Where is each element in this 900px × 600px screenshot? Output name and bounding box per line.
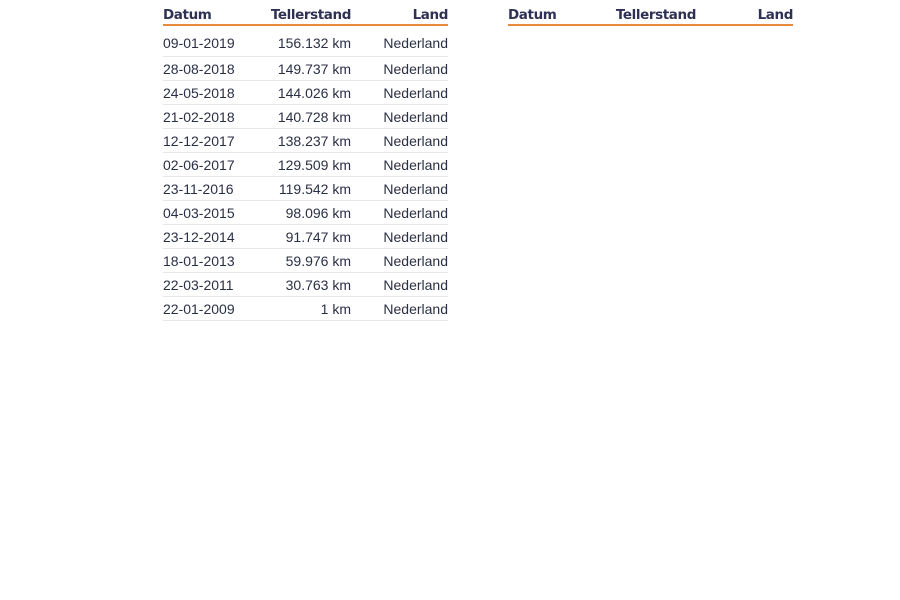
cell-odometer: 144.026 km	[263, 81, 351, 105]
odometer-history-table	[163, 5, 448, 321]
cell-country: Nederland	[351, 129, 448, 153]
cell-country: Nederland	[351, 273, 448, 297]
column-header-odometer: Tellerstand	[608, 5, 696, 25]
table-row	[163, 249, 448, 273]
column-header-date: Datum	[508, 5, 608, 25]
header-row	[163, 5, 448, 25]
column-header-date: Datum	[163, 5, 263, 25]
cell-date: 23-11-2016	[163, 177, 263, 201]
cell-country: Nederland	[351, 57, 448, 81]
cell-date: 23-12-2014	[163, 225, 263, 249]
cell-date: 02-06-2017	[163, 153, 263, 177]
header-row	[508, 5, 793, 25]
table-body	[163, 25, 448, 321]
cell-country: Nederland	[351, 105, 448, 129]
cell-date: 22-03-2011	[163, 273, 263, 297]
table-row	[163, 177, 448, 201]
cell-odometer: 140.728 km	[263, 105, 351, 129]
table-row	[163, 225, 448, 249]
cell-date: 12-12-2017	[163, 129, 263, 153]
cell-odometer: 119.542 km	[263, 177, 351, 201]
cell-date: 18-01-2013	[163, 249, 263, 273]
cell-odometer: 98.096 km	[263, 201, 351, 225]
table-row	[163, 105, 448, 129]
table-row	[163, 57, 448, 81]
cell-date: 28-08-2018	[163, 57, 263, 81]
cell-odometer: 129.509 km	[263, 153, 351, 177]
table-row	[163, 25, 448, 57]
column-header-country: Land	[351, 5, 448, 25]
cell-date: 22-01-2009	[163, 297, 263, 321]
cell-date: 24-05-2018	[163, 81, 263, 105]
table-header	[508, 5, 793, 25]
table-row	[163, 201, 448, 225]
odometer-history-table-empty	[508, 5, 793, 26]
cell-date: 04-03-2015	[163, 201, 263, 225]
cell-date: 09-01-2019	[163, 25, 263, 57]
cell-odometer: 30.763 km	[263, 273, 351, 297]
cell-date: 21-02-2018	[163, 105, 263, 129]
table-row	[163, 273, 448, 297]
cell-country: Nederland	[351, 225, 448, 249]
table-row	[163, 81, 448, 105]
table-row	[163, 297, 448, 321]
cell-country: Nederland	[351, 25, 448, 57]
cell-odometer: 91.747 km	[263, 225, 351, 249]
cell-country: Nederland	[351, 201, 448, 225]
cell-country: Nederland	[351, 297, 448, 321]
cell-country: Nederland	[351, 249, 448, 273]
column-header-odometer: Tellerstand	[263, 5, 351, 25]
cell-odometer: 1 km	[263, 297, 351, 321]
table-row	[163, 129, 448, 153]
cell-odometer: 156.132 km	[263, 25, 351, 57]
table-header	[163, 5, 448, 25]
column-header-country: Land	[696, 5, 793, 25]
cell-country: Nederland	[351, 153, 448, 177]
table-row	[163, 153, 448, 177]
cell-country: Nederland	[351, 81, 448, 105]
cell-odometer: 138.237 km	[263, 129, 351, 153]
cell-odometer: 59.976 km	[263, 249, 351, 273]
cell-country: Nederland	[351, 177, 448, 201]
cell-odometer: 149.737 km	[263, 57, 351, 81]
